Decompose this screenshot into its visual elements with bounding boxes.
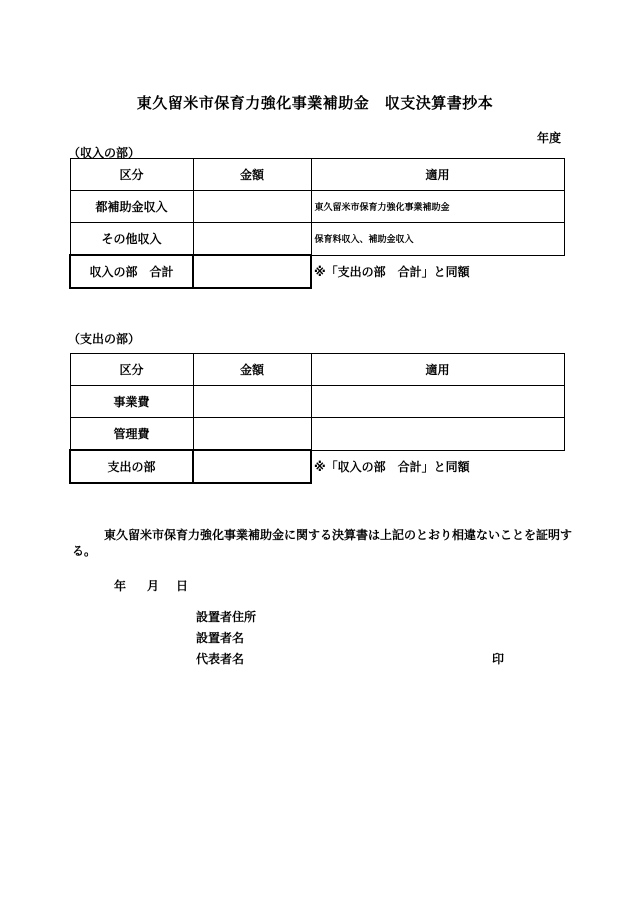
certification-statement: 東久留米市保育力強化事業補助金に関する決算書は上記のとおり相違ないことを証明する。: [72, 528, 573, 558]
expense-table: [69, 353, 565, 484]
date-day: 日: [176, 579, 189, 593]
header-usage: 適用: [311, 159, 564, 191]
date-month: 月: [147, 579, 160, 593]
header-amount: 金額: [193, 354, 311, 386]
header-amount: 金額: [193, 159, 311, 191]
table-row: [70, 223, 564, 256]
expense-total-note: ※「収入の部 合計」と同額: [311, 450, 564, 483]
income-table: [69, 158, 565, 289]
income-total-note: ※「支出の部 合計」と同額: [311, 255, 564, 288]
expense-total-category: 支出の部: [70, 450, 193, 483]
date-year: 年: [114, 579, 127, 593]
income-total-row: [70, 255, 564, 288]
expense-category-cell: 事業費: [70, 386, 193, 418]
expense-section-label: （支出の部）: [68, 332, 141, 346]
income-header-row: [70, 159, 564, 191]
header-usage: 適用: [311, 354, 564, 386]
income-total-amount[interactable]: [193, 255, 311, 288]
income-usage-cell: 東久留米市保育力強化事業補助金: [311, 191, 564, 223]
income-usage-cell: 保育料収入、補助金収入: [311, 223, 564, 256]
expense-usage-cell[interactable]: [311, 386, 564, 418]
expense-total-amount[interactable]: [193, 450, 311, 483]
expense-total-row: [70, 450, 564, 483]
table-row: [70, 386, 564, 418]
expense-category-cell: 管理費: [70, 418, 193, 451]
income-category-cell: 都補助金収入: [70, 191, 193, 223]
header-category: 区分: [70, 354, 193, 386]
expense-amount-cell[interactable]: [193, 386, 311, 418]
table-row: [70, 418, 564, 451]
installer-name-label: 設置者名: [196, 631, 245, 645]
expense-usage-cell[interactable]: [311, 418, 564, 451]
income-total-category: 収入の部 合計: [70, 255, 193, 288]
seal-mark: 印: [492, 652, 505, 666]
date-line: [114, 577, 188, 594]
income-section-label: （収入の部）: [68, 146, 141, 160]
table-row: [70, 191, 564, 223]
expense-amount-cell[interactable]: [193, 418, 311, 451]
document-title: 東久留米市保育力強化事業補助金 収支決算書抄本: [136, 94, 494, 112]
income-amount-cell[interactable]: [193, 191, 311, 223]
installer-address-label: 設置者住所: [196, 610, 257, 624]
representative-name-label: 代表者名: [196, 652, 245, 666]
expense-header-row: [70, 354, 564, 386]
fiscal-year-label: 年度: [536, 131, 561, 145]
income-category-cell: その他収入: [70, 223, 193, 256]
header-category: 区分: [70, 159, 193, 191]
income-amount-cell[interactable]: [193, 223, 311, 256]
